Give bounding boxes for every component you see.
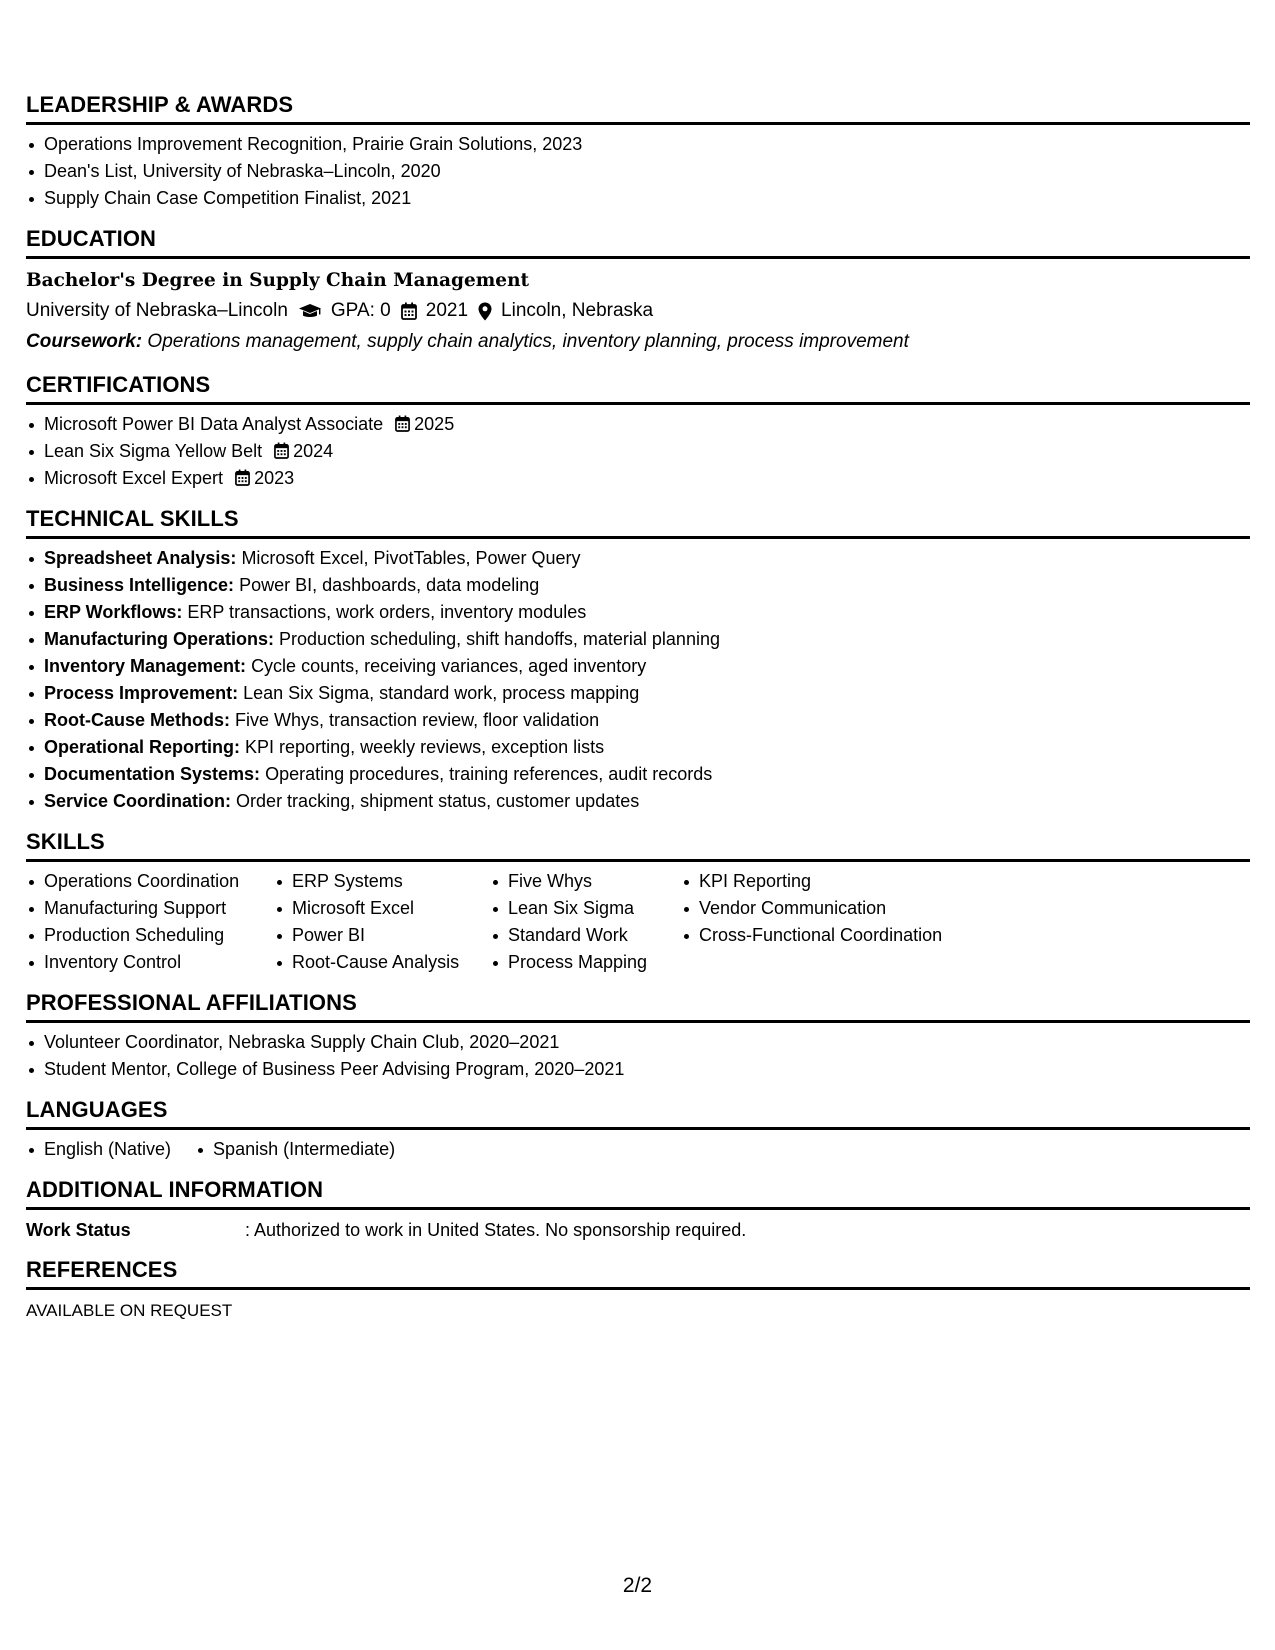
list-item: Dean's List, University of Nebraska–Lincoln, 2020 — [26, 158, 1250, 185]
coursework-label: Coursework: — [26, 331, 143, 352]
skill-text: Order tracking, shipment status, customer updates — [236, 791, 640, 811]
skill-text: Power BI, dashboards, data modeling — [239, 575, 540, 595]
section-title: LANGUAGES — [26, 1097, 1250, 1130]
skills-columns — [26, 868, 1250, 976]
coursework — [26, 327, 1250, 357]
skill-label: Business Intelligence: — [44, 575, 235, 595]
list-item — [26, 653, 1250, 680]
languages-section — [26, 1097, 1250, 1163]
skills-column — [490, 868, 681, 976]
skill-label: Inventory Management: — [44, 656, 247, 676]
skills-section — [26, 829, 1250, 976]
skill-text: Five Whys, transaction review, floor validation — [235, 710, 600, 730]
technical-skills-section — [26, 506, 1250, 815]
list-item — [26, 465, 1250, 492]
certification-name: Microsoft Excel Expert — [44, 468, 224, 488]
technical-skills-list — [26, 545, 1250, 815]
list-item: Power BI — [274, 922, 490, 949]
skill-text: Microsoft Excel, PivotTables, Power Query — [241, 548, 581, 568]
section-title: PROFESSIONAL AFFILIATIONS — [26, 990, 1250, 1023]
list-item — [26, 411, 1250, 438]
references-text: AVAILABLE ON REQUEST — [26, 1301, 233, 1320]
skill-label: Process Improvement: — [44, 683, 239, 703]
list-item — [26, 626, 1250, 653]
work-status-value: : Authorized to work in United States. No sponsorship required. — [245, 1220, 747, 1240]
section-title: TECHNICAL SKILLS — [26, 506, 1250, 539]
languages-list — [26, 1136, 1250, 1163]
section-title: LEADERSHIP & AWARDS — [26, 92, 1250, 125]
leadership-section — [26, 92, 1250, 212]
certification-name: Microsoft Power BI Data Analyst Associate — [44, 414, 384, 434]
list-item: Process Mapping — [490, 949, 681, 976]
school-name: University of Nebraska–Lincoln — [26, 300, 288, 321]
skill-label: Service Coordination: — [44, 791, 232, 811]
references-section — [26, 1257, 1250, 1325]
section-title: REFERENCES — [26, 1257, 1250, 1290]
work-status-label: Work Status — [26, 1220, 131, 1240]
work-status-row — [26, 1216, 1250, 1244]
skill-label: Spreadsheet Analysis: — [44, 548, 237, 568]
skill-text: Cycle counts, receiving variances, aged inventory — [251, 656, 647, 676]
skill-text: Production scheduling, shift handoffs, material planning — [279, 629, 720, 649]
list-item: Student Mentor, College of Business Peer Advising Program, 2020–2021 — [26, 1056, 1250, 1083]
graduation-year: 2021 — [425, 300, 469, 321]
degree-title: Bachelor's Degree in Supply Chain Management — [26, 270, 530, 291]
certification-year: 2023 — [254, 468, 295, 488]
resume-page — [26, 0, 1250, 1325]
list-item: Vendor Communication — [681, 895, 981, 922]
calendar-icon — [274, 442, 289, 459]
coursework-text: Operations management, supply chain analytics, inventory planning, process improvement — [147, 331, 909, 352]
certification-year: 2025 — [414, 414, 455, 434]
list-item: Spanish (Intermediate) — [195, 1136, 395, 1163]
calendar-icon — [401, 302, 417, 320]
list-item — [26, 707, 1250, 734]
education-details — [26, 295, 1250, 327]
list-item — [26, 572, 1250, 599]
map-pin-icon — [478, 302, 492, 321]
skill-label: ERP Workflows: — [44, 602, 183, 622]
section-title: CERTIFICATIONS — [26, 372, 1250, 405]
skill-text: Operating procedures, training references, audit records — [265, 764, 713, 784]
section-title: SKILLS — [26, 829, 1250, 862]
skill-label: Manufacturing Operations: — [44, 629, 275, 649]
list-item — [26, 761, 1250, 788]
list-item: Production Scheduling — [26, 922, 274, 949]
graduation-cap-icon — [298, 303, 322, 319]
list-item — [26, 788, 1250, 815]
list-item: Inventory Control — [26, 949, 274, 976]
list-item — [26, 438, 1250, 465]
skill-label: Operational Reporting: — [44, 737, 241, 757]
list-item: Lean Six Sigma — [490, 895, 681, 922]
gpa: GPA: 0 — [330, 300, 391, 321]
leadership-list — [26, 131, 1250, 212]
certification-year: 2024 — [293, 441, 334, 461]
section-title: ADDITIONAL INFORMATION — [26, 1177, 1250, 1210]
list-item — [26, 680, 1250, 707]
skills-column — [274, 868, 490, 976]
skill-label: Root-Cause Methods: — [44, 710, 230, 730]
affiliations-section — [26, 990, 1250, 1083]
section-title: EDUCATION — [26, 226, 1250, 259]
skill-text: Lean Six Sigma, standard work, process mapping — [243, 683, 640, 703]
list-item — [26, 545, 1250, 572]
list-item: Operations Coordination — [26, 868, 274, 895]
list-item: English (Native) — [26, 1136, 171, 1163]
affiliations-list — [26, 1029, 1250, 1083]
certification-name: Lean Six Sigma Yellow Belt — [44, 441, 263, 461]
skill-label: Documentation Systems: — [44, 764, 261, 784]
list-item: Five Whys — [490, 868, 681, 895]
calendar-icon — [235, 469, 250, 486]
certifications-list — [26, 411, 1250, 492]
list-item: Standard Work — [490, 922, 681, 949]
additional-info-section — [26, 1177, 1250, 1244]
list-item: Operations Improvement Recognition, Prairie Grain Solutions, 2023 — [26, 131, 1250, 158]
list-item: KPI Reporting — [681, 868, 981, 895]
skill-text: KPI reporting, weekly reviews, exception lists — [245, 737, 605, 757]
list-item: Root-Cause Analysis — [274, 949, 490, 976]
list-item: Volunteer Coordinator, Nebraska Supply Chain Club, 2020–2021 — [26, 1029, 1250, 1056]
list-item: ERP Systems — [274, 868, 490, 895]
page-number: 2/2 — [622, 1574, 653, 1597]
list-item — [26, 734, 1250, 761]
list-item: Cross-Functional Coordination — [681, 922, 981, 949]
certifications-section — [26, 372, 1250, 492]
education-section — [26, 226, 1250, 357]
list-item: Supply Chain Case Competition Finalist, 2021 — [26, 185, 1250, 212]
calendar-icon — [395, 415, 410, 432]
skills-column — [26, 868, 274, 976]
list-item: Microsoft Excel — [274, 895, 490, 922]
list-item: Manufacturing Support — [26, 895, 274, 922]
list-item — [26, 599, 1250, 626]
school-location: Lincoln, Nebraska — [501, 300, 654, 321]
skill-text: ERP transactions, work orders, inventory modules — [187, 602, 587, 622]
skills-column — [681, 868, 981, 976]
